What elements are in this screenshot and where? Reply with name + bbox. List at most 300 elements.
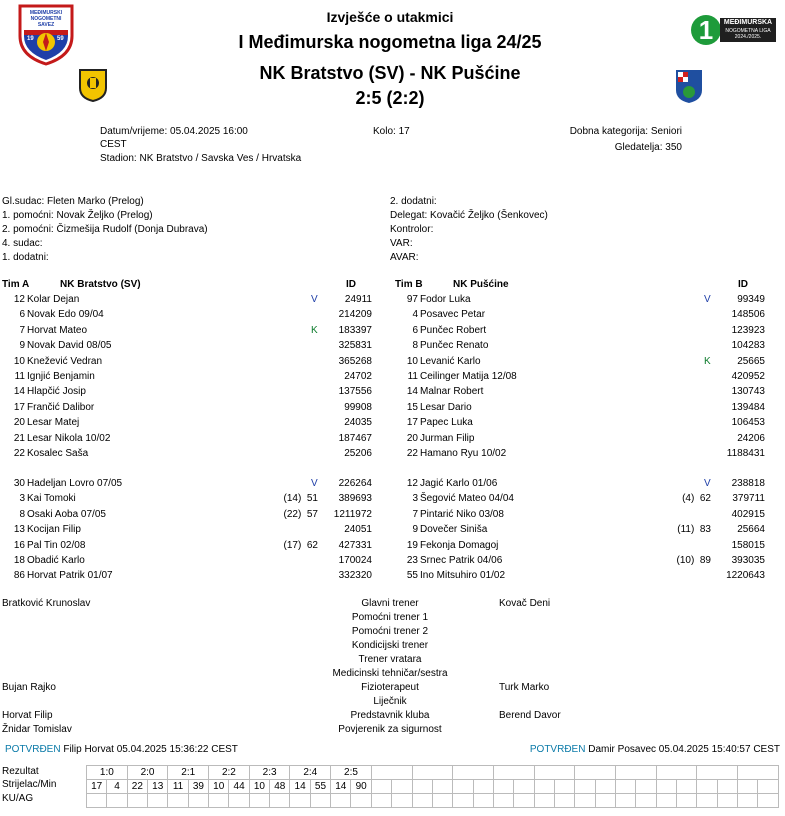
player-name: Hlapčić Josip (27, 386, 86, 398)
player-row (3, 324, 388, 338)
substitution-info: (17) 62 (283, 539, 318, 551)
staff-role: Glavni trener (361, 598, 419, 609)
player-number: 97 (406, 294, 418, 305)
player-id: 389693 (338, 493, 372, 505)
player-row (396, 324, 781, 338)
officials-right (390, 195, 548, 265)
player-name: Hamano Ryu 10/02 (420, 448, 507, 459)
player-name: Posavec Petar (420, 309, 486, 321)
player-number: 6 (412, 324, 418, 336)
scorer-cell: 13 (148, 780, 168, 794)
player-row (396, 339, 781, 353)
player-name: Lesar Matej (27, 417, 80, 429)
substitution-info: (22) 57 (283, 508, 318, 520)
league-logo (690, 14, 778, 46)
player-number: 8 (412, 340, 418, 352)
player-id: 148506 (731, 309, 765, 321)
scorer-cell (473, 780, 493, 794)
ku-ag-cell (676, 794, 696, 808)
player-number: 14 (13, 386, 25, 398)
player-row (3, 355, 388, 369)
player-number: 14 (406, 386, 418, 398)
player-number: 12 (13, 294, 25, 305)
player-id: 420952 (731, 371, 765, 382)
player-name: Jurman Filip (420, 432, 475, 444)
ku-ag-cell (514, 794, 534, 808)
player-id: 1220643 (726, 570, 765, 582)
ku-ag-cell (392, 794, 412, 808)
confirmation-left (5, 744, 238, 755)
player-name: Obadić Karlo (27, 555, 85, 566)
player-number: 20 (406, 432, 418, 444)
player-id: 1211972 (333, 508, 372, 520)
ku-ag-cell (168, 794, 188, 808)
player-id: 214209 (338, 309, 372, 321)
player-id: 226264 (338, 478, 372, 489)
player-name: Fodor Luka (420, 294, 471, 305)
scorer-cell (432, 780, 452, 794)
player-row (396, 492, 781, 506)
player-number: 16 (13, 539, 25, 551)
score-cell: 2:4 (290, 766, 331, 780)
ku-ag-cell (575, 794, 595, 808)
player-id: 183397 (338, 324, 372, 336)
official-line: 1. dodatni: (2, 252, 49, 263)
ku-ag-cell (107, 794, 127, 808)
player-id: 365268 (338, 355, 372, 367)
player-name: Kocijan Filip (27, 524, 81, 536)
mns-logo-year-b: 59 (57, 36, 64, 42)
ku-ag-label: KU/AG (2, 793, 34, 804)
scorer-cell: 22 (127, 780, 147, 794)
staff-team-b: Turk Marko (499, 682, 550, 693)
player-row (3, 477, 388, 491)
player-name: Srnec Patrik 04/06 (420, 555, 503, 566)
player-role-mark: V (704, 478, 711, 489)
player-row (3, 385, 388, 399)
player-row (396, 569, 781, 583)
match-timezone: CEST (100, 139, 127, 150)
player-row (396, 508, 781, 522)
player-id: 427331 (338, 539, 372, 551)
score-cell (615, 766, 656, 780)
scorer-cell: 48 (270, 780, 290, 794)
score-cell (575, 766, 616, 780)
player-number: 22 (406, 448, 418, 459)
player-number: 21 (13, 432, 25, 444)
player-row (396, 447, 781, 461)
ku-ag-cell (351, 794, 371, 808)
score-cell: 2:0 (127, 766, 168, 780)
player-row (3, 523, 388, 537)
player-number: 3 (19, 493, 25, 505)
substitution-info: (4) 62 (682, 493, 711, 505)
player-name: Pal Tin 02/08 (27, 539, 86, 551)
player-name: Fekonja Domagoj (420, 539, 499, 551)
team-a-id-header: ID (346, 279, 356, 290)
score-cell: 2:2 (209, 766, 250, 780)
official-line: Delegat: Kovačić Željko (Šenkovec) (390, 210, 548, 221)
scorer-cell (371, 780, 391, 794)
player-row (3, 432, 388, 446)
confirmed-label: POTVRĐEN (5, 744, 61, 755)
score-cell (656, 766, 697, 780)
league-logo-title: MEĐIMURSKA (723, 19, 773, 26)
ku-ag-cell (87, 794, 107, 808)
score-cell: 2:3 (249, 766, 290, 780)
player-role-mark: K (704, 355, 711, 367)
player-name: Levanić Karlo (420, 355, 481, 367)
player-id: 130743 (731, 386, 765, 398)
player-id: 25664 (737, 524, 765, 536)
staff-role: Liječnik (373, 696, 407, 707)
player-id: 99908 (344, 401, 372, 413)
ku-ag-cell (148, 794, 168, 808)
player-row (396, 416, 781, 430)
ku-ag-cell (554, 794, 574, 808)
player-row (3, 339, 388, 353)
player-row (3, 308, 388, 322)
player-row (396, 539, 781, 553)
player-name: Horvat Patrik 01/07 (27, 570, 113, 582)
player-number: 8 (19, 508, 25, 520)
report-title: Izvješće o utakmici (326, 9, 454, 25)
player-name: Kosalec Saša (27, 448, 89, 459)
team-a-name: NK Bratstvo (SV) (60, 279, 141, 290)
score-cell (738, 766, 779, 780)
ku-ag-cell (371, 794, 391, 808)
staff-role: Povjerenik za sigurnost (338, 724, 442, 735)
staff-team-a: Bujan Rajko (2, 682, 56, 693)
player-id: 139484 (731, 401, 765, 413)
spectators: Gledatelja: 350 (614, 142, 682, 153)
ku-ag-cell (249, 794, 269, 808)
scorer-cell (656, 780, 676, 794)
age-category: Dobna kategorija: Seniori (569, 126, 682, 137)
score-cell (697, 766, 738, 780)
player-id: 123923 (731, 324, 765, 336)
staff-team-a: Horvat Filip (2, 710, 53, 721)
player-name: Punčec Renato (420, 340, 489, 352)
player-number: 22 (13, 448, 25, 459)
mns-logo (14, 2, 78, 66)
score-cell: 2:5 (331, 766, 372, 780)
player-role-mark: V (704, 294, 711, 305)
player-number: 15 (406, 401, 418, 413)
scorer-cell (758, 780, 779, 794)
substitution-info: (11) 83 (677, 524, 711, 536)
player-row (3, 508, 388, 522)
league-logo-number: 1 (698, 15, 714, 45)
scorer-cell (717, 780, 737, 794)
scorer-cell (676, 780, 696, 794)
player-row (3, 554, 388, 568)
ku-ag-cell (656, 794, 676, 808)
score-cell (493, 766, 534, 780)
player-number: 4 (412, 309, 418, 321)
ku-ag-cell (127, 794, 147, 808)
player-row (3, 539, 388, 553)
puscine-crest (674, 68, 704, 104)
staff-role: Fizioterapeut (361, 682, 419, 693)
player-name: Kai Tomoki (27, 493, 76, 505)
staff-team-a: Žnidar Tomislav (2, 724, 72, 735)
result-label: Rezultat (2, 766, 39, 777)
scorer-cell (534, 780, 554, 794)
player-name: Ceilinger Matija 12/08 (420, 371, 517, 382)
player-id: 170024 (338, 555, 372, 566)
staff-role: Medicinski tehničar/sestra (332, 668, 448, 679)
ku-ag-cell (331, 794, 351, 808)
ku-ag-cell (697, 794, 717, 808)
player-id: 99349 (737, 294, 765, 305)
ku-ag-cell (229, 794, 249, 808)
substitution-info: (14) 51 (283, 493, 318, 505)
bratstvo-crest (78, 68, 108, 102)
official-line: 1. pomoćni: Novak Željko (Prelog) (2, 210, 153, 221)
team-a-label: Tim A (2, 279, 30, 290)
player-id: 325831 (338, 340, 372, 352)
team-b-label: Tim B (395, 279, 423, 290)
player-id: 104283 (731, 340, 765, 352)
staff-role: Pomoćni trener 2 (351, 626, 429, 637)
ku-ag-cell (432, 794, 452, 808)
player-id: 137556 (338, 386, 372, 398)
player-name: Novak Edo 09/04 (27, 309, 104, 321)
player-name: Šegović Mateo 04/04 (420, 493, 514, 505)
staff-role: Trener vratara (358, 654, 422, 665)
match-datetime: Datum/vrijeme: 05.04.2025 16:00 (100, 126, 248, 137)
player-name: Ino Mitsuhiro 01/02 (420, 570, 506, 582)
score-cell (412, 766, 453, 780)
player-row (3, 416, 388, 430)
player-number: 11 (14, 371, 25, 382)
substitution-info: (10) 89 (676, 555, 711, 566)
player-number: 10 (406, 355, 418, 367)
player-row (396, 554, 781, 568)
player-number: 86 (13, 570, 25, 582)
results-table (86, 765, 779, 808)
player-number: 7 (412, 508, 418, 520)
player-number: 7 (19, 324, 25, 336)
ku-ag-cell (290, 794, 310, 808)
ku-ag-cell (758, 794, 779, 808)
player-name: Punčec Robert (420, 324, 487, 336)
official-line: 2. dodatni: (390, 196, 437, 207)
player-number: 23 (406, 555, 418, 566)
scorer-cell: 14 (290, 780, 310, 794)
team-b-id-header: ID (738, 279, 748, 290)
league-logo-year: 2024./2025. (734, 34, 762, 40)
official-line: AVAR: (390, 252, 419, 263)
ku-ag-cell (738, 794, 758, 808)
player-row (396, 370, 781, 384)
player-id: 25665 (737, 355, 765, 367)
player-number: 9 (412, 524, 418, 536)
scorer-cell: 4 (107, 780, 127, 794)
player-row (396, 355, 781, 369)
player-id: 1188431 (726, 448, 765, 459)
match-round: Kolo: 17 (373, 126, 410, 137)
scorer-cell (493, 780, 513, 794)
official-line: Gl.sudac: Fleten Marko (Prelog) (2, 196, 144, 207)
confirmed-label: POTVRĐEN (529, 744, 586, 755)
scorer-cell (412, 780, 432, 794)
player-id: 25206 (344, 448, 372, 459)
player-row (3, 569, 388, 583)
player-role-mark: K (311, 324, 318, 336)
scorer-cell (575, 780, 595, 794)
player-name: Hadeljan Lovro 07/05 (27, 478, 123, 489)
player-id: 393035 (731, 555, 765, 566)
player-number: 17 (406, 417, 418, 429)
score-cell: 1:0 (87, 766, 128, 780)
player-row (396, 293, 781, 307)
scorer-cell: 90 (351, 780, 371, 794)
player-name: Osaki Aoba 07/05 (27, 508, 106, 520)
official-line: 4. sudac: (2, 238, 43, 249)
mns-logo-text: MEĐIMURSKI NOGOMETNI SAVEZ (29, 10, 63, 28)
player-id: 24051 (344, 524, 372, 536)
player-number: 30 (13, 478, 25, 489)
player-role-mark: V (311, 478, 318, 489)
player-row (396, 477, 781, 491)
player-row (396, 523, 781, 537)
player-name: Novak David 08/05 (27, 340, 112, 352)
ku-ag-cell (412, 794, 432, 808)
player-row (3, 447, 388, 461)
player-row (396, 385, 781, 399)
player-name: Pintarić Niko 03/08 (420, 508, 504, 520)
scorer-cell (595, 780, 615, 794)
player-number: 6 (19, 309, 25, 321)
player-name: Papec Luka (420, 417, 473, 429)
score-cell (371, 766, 412, 780)
player-number: 19 (406, 539, 418, 551)
scorer-cell: 11 (168, 780, 188, 794)
player-name: Horvat Mateo (27, 324, 88, 336)
ku-ag-cell (453, 794, 473, 808)
player-name: Lesar Dario (420, 401, 472, 413)
scorer-cell: 44 (229, 780, 249, 794)
player-name: Ignjić Benjamin (27, 371, 95, 382)
player-number: 12 (406, 478, 418, 489)
official-line: VAR: (390, 238, 413, 249)
ku-ag-cell (188, 794, 208, 808)
player-name: Knežević Vedran (27, 355, 103, 367)
staff-role: Kondicijski trener (351, 640, 429, 651)
score-cell (534, 766, 575, 780)
official-line: 2. pomoćni: Čizmešija Rudolf (Donja Dubrava) (2, 224, 208, 235)
scorer-cell: 39 (188, 780, 208, 794)
player-id: 24702 (344, 371, 372, 382)
match-title: NK Bratstvo (SV) - NK Pušćine (259, 63, 521, 83)
scorer-cell: 10 (209, 780, 229, 794)
league-logo-sub: NOGOMETNA LIGA (725, 28, 771, 34)
scorer-cell (554, 780, 574, 794)
player-id: 238818 (731, 478, 765, 489)
player-id: 402915 (731, 508, 765, 520)
ku-ag-cell (310, 794, 330, 808)
scorer-cell (514, 780, 534, 794)
scorer-cell (453, 780, 473, 794)
player-row (396, 432, 781, 446)
scorer-cell (636, 780, 656, 794)
player-name: Malnar Robert (420, 386, 484, 398)
player-name: Dovečer Siniša (420, 524, 488, 536)
match-score: 2:5 (2:2) (355, 88, 425, 108)
player-number: 13 (13, 524, 25, 536)
staff-team-b: Berend Davor (499, 710, 561, 721)
player-row (396, 308, 781, 322)
staff-role: Pomoćni trener 1 (351, 612, 429, 623)
staff-team-a: Bratković Krunoslav (2, 598, 91, 609)
mns-logo-year-a: 19 (27, 36, 34, 42)
scorer-cell (697, 780, 717, 794)
player-row (3, 401, 388, 415)
scorer-cell (615, 780, 635, 794)
player-id: 24911 (344, 294, 372, 305)
officials-left (2, 195, 208, 265)
player-number: 9 (19, 340, 25, 352)
player-id: 379711 (732, 493, 765, 505)
official-line: Kontrolor: (390, 224, 434, 235)
player-id: 332320 (338, 570, 372, 582)
player-number: 17 (13, 401, 25, 413)
confirmed-by-a: Filip Horvat 05.04.2025 15:36:22 CEST (63, 744, 238, 755)
player-id: 24035 (344, 417, 372, 429)
player-row (396, 401, 781, 415)
player-id: 24206 (737, 432, 765, 444)
ku-ag-cell (717, 794, 737, 808)
player-name: Lesar Nikola 10/02 (27, 432, 111, 444)
player-number: 11 (407, 371, 418, 382)
player-name: Kolar Dejan (27, 294, 80, 305)
ku-ag-cell (595, 794, 615, 808)
scorer-cell: 17 (87, 780, 107, 794)
ku-ag-cell (636, 794, 656, 808)
ku-ag-cell (209, 794, 229, 808)
staff-team-b: Kovač Deni (499, 598, 551, 609)
match-stadium: Stadion: NK Bratstvo / Savska Ves / Hrvatska (100, 153, 302, 164)
scorer-label: Strijelac/Min (2, 779, 57, 790)
player-id: 106453 (731, 417, 765, 429)
player-id: 158015 (731, 539, 765, 551)
confirmation-right (530, 744, 780, 755)
player-number: 20 (13, 417, 25, 429)
player-role-mark: V (311, 294, 318, 305)
player-row (3, 370, 388, 384)
confirmed-by-b: Damir Posavec 05.04.2025 15:40:57 CEST (588, 744, 780, 755)
scorer-cell (738, 780, 758, 794)
player-row (3, 492, 388, 506)
league-name: I Međimurska nogometna liga 24/25 (238, 32, 542, 52)
ku-ag-cell (493, 794, 513, 808)
ku-ag-cell (473, 794, 493, 808)
score-cell: 2:1 (168, 766, 209, 780)
staff-role: Predstavnik kluba (350, 710, 430, 721)
scorer-cell (392, 780, 412, 794)
scorer-cell: 10 (249, 780, 269, 794)
player-name: Jagić Karlo 01/06 (420, 478, 498, 489)
player-number: 55 (406, 570, 418, 582)
player-number: 10 (13, 355, 25, 367)
player-row (3, 293, 388, 307)
player-number: 18 (13, 555, 25, 566)
scorer-cell: 14 (331, 780, 351, 794)
ku-ag-cell (534, 794, 554, 808)
player-number: 3 (412, 493, 418, 505)
